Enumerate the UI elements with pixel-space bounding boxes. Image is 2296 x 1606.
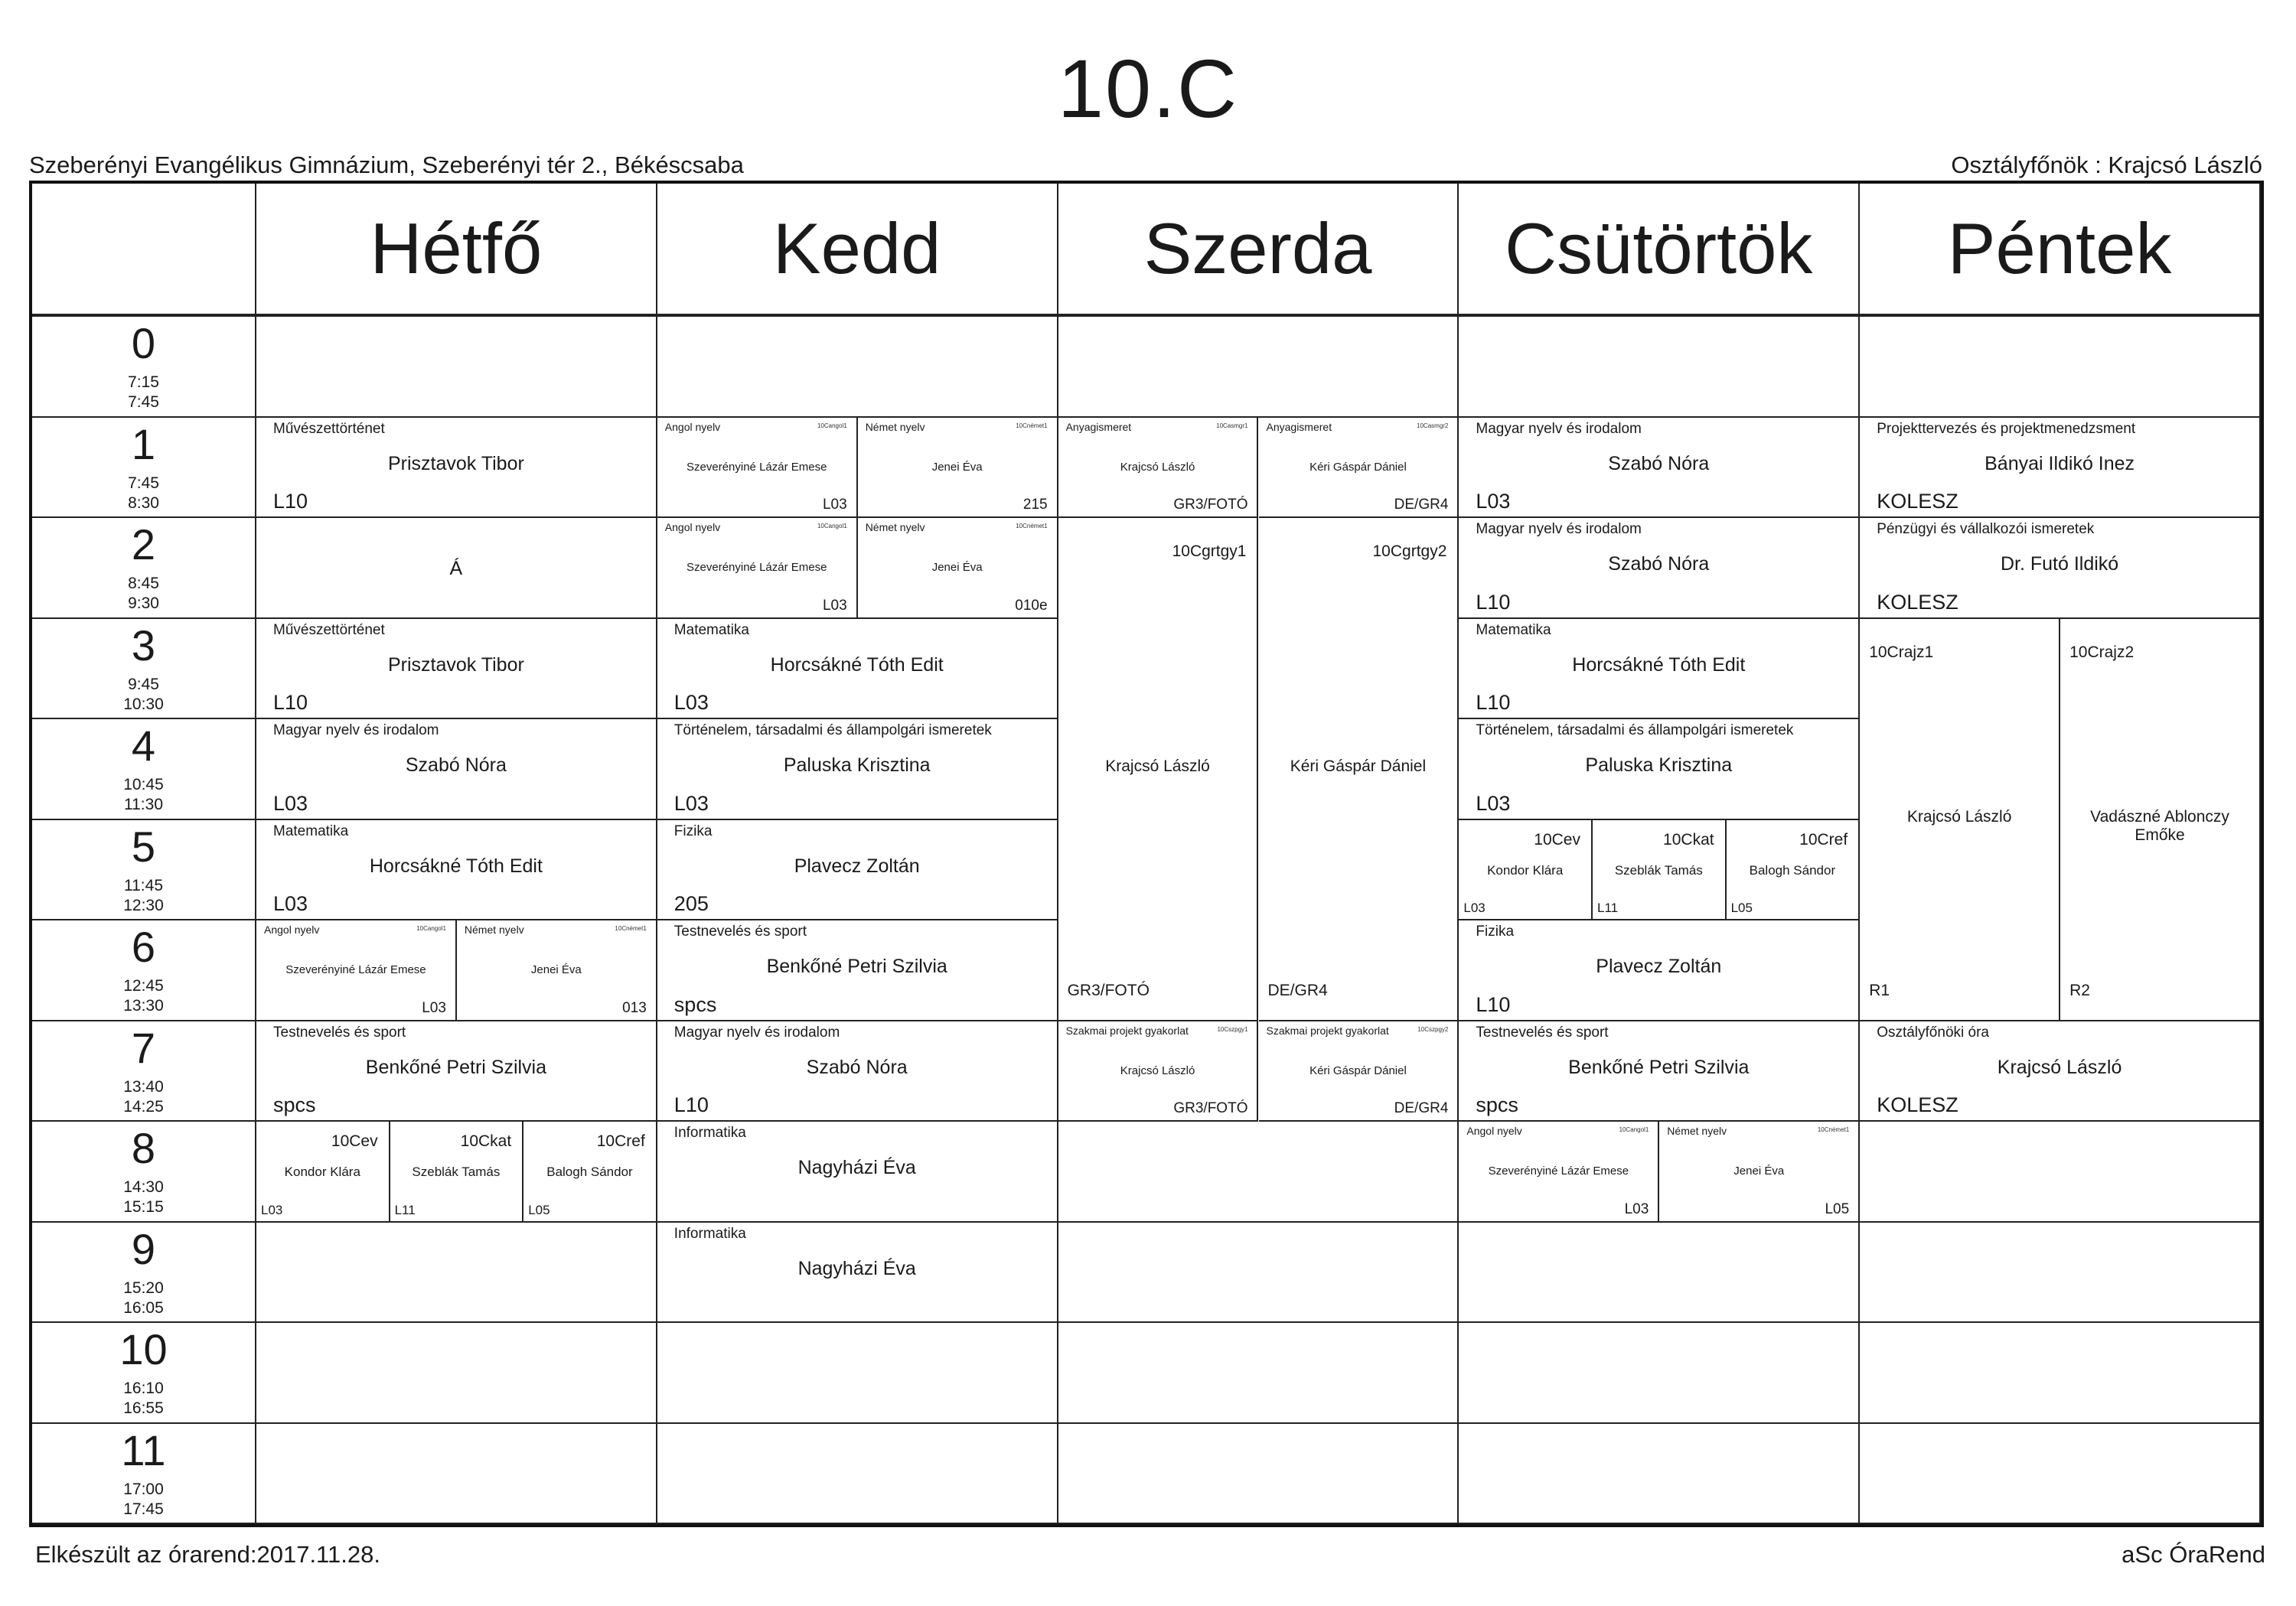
period-label — [32, 418, 256, 519]
teacher-name: Szeverényiné Lázár Emese — [1488, 1165, 1629, 1178]
lesson-cell — [657, 1223, 1058, 1324]
period-label — [32, 920, 256, 1021]
subject-label: Testnevelés és sport — [273, 1024, 406, 1041]
day-header: Kedd — [657, 184, 1058, 317]
group-label: 10Casmgr2 — [1417, 422, 1449, 429]
period-end: 7:45 — [128, 393, 159, 412]
period-label — [32, 1122, 256, 1223]
lesson-cell — [1459, 518, 1860, 619]
teacher-name: Szabó Nóra — [806, 1056, 908, 1078]
room-label: L10 — [1476, 992, 1511, 1016]
subject-label: Projekttervezés és projektmenedzsment — [1877, 420, 2136, 437]
period-end: 10:30 — [123, 695, 164, 713]
empty-cell — [1058, 1122, 1459, 1223]
day-header: Szerda — [1058, 184, 1459, 317]
subject-label: Pénzügyi és vállalkozói ismeretek — [1877, 521, 2095, 537]
empty-cell — [1459, 1323, 1860, 1424]
room-label: L03 — [673, 791, 709, 815]
subject-label: Osztályfőnöki óra — [1877, 1024, 1989, 1041]
teacher-name: Szeverényiné Lázár Emese — [687, 460, 827, 474]
period-time — [32, 1077, 255, 1118]
teacher-name: Plavecz Zoltán — [1596, 956, 1722, 977]
period-number: 11 — [121, 1425, 166, 1474]
lesson-cell — [256, 619, 657, 720]
teacher-name: Szeblák Tamás — [412, 1165, 501, 1179]
subject-label: Művészettörténet — [273, 621, 385, 638]
group-label: 10Ckat — [1663, 830, 1714, 849]
empty-cell — [1459, 1424, 1860, 1525]
period-time — [32, 474, 255, 514]
lesson-cell — [1860, 619, 2060, 1021]
room-label: spcs — [1476, 1093, 1518, 1116]
period-start: 12:45 — [123, 977, 164, 995]
teacher-name: Krajcsó László — [1906, 807, 2012, 826]
group-label: 10Crajz2 — [2069, 643, 2135, 661]
room-label: L03 — [1476, 490, 1511, 513]
room-label: L11 — [1597, 901, 1619, 915]
period-time — [32, 876, 255, 917]
period-end: 14:25 — [123, 1097, 164, 1116]
room-label: L03 — [822, 497, 847, 513]
period-end: 16:05 — [123, 1298, 164, 1317]
room-label: L03 — [1624, 1200, 1649, 1217]
lesson-cell — [1593, 820, 1727, 921]
subject-label: Anyagismeret — [1065, 420, 1132, 433]
group-label: 10Cnémet1 — [1016, 523, 1048, 529]
lesson-cell — [1860, 518, 2261, 619]
lesson-cell — [657, 619, 1058, 720]
period-time — [32, 1379, 255, 1419]
period-number: 5 — [131, 822, 156, 871]
headteacher: Osztályfőnök : Krajcsó László — [1951, 151, 2262, 178]
period-start: 16:10 — [123, 1380, 164, 1397]
teacher-name: Jenei Éva — [931, 460, 983, 474]
software-credit: aSc ÓraRend — [2122, 1541, 2265, 1568]
group-label: 10Cangol1 — [817, 422, 847, 429]
group-label: 10Ckat — [460, 1132, 512, 1150]
period-end: 15:15 — [123, 1198, 164, 1217]
teacher-name: Jenei Éva — [1733, 1165, 1785, 1178]
lesson-cell — [1459, 820, 1593, 921]
room-label: L05 — [528, 1202, 550, 1217]
group-label: 10Cnémet1 — [1016, 422, 1048, 429]
group-label: 10Cangol1 — [817, 523, 847, 529]
teacher-name: Plavecz Zoltán — [794, 855, 920, 877]
period-time — [32, 1480, 255, 1520]
lesson-cell — [1860, 1021, 2261, 1122]
group-label: 10Cangol1 — [1619, 1126, 1649, 1133]
subject-label: Angol nyelv — [664, 521, 721, 533]
day-header: Hétfő — [256, 184, 657, 317]
lesson-cell — [1259, 418, 1459, 519]
subject-label: Szakmai projekt gyakorlat — [1266, 1024, 1389, 1037]
room-label: L11 — [394, 1202, 416, 1217]
teacher-name: Vadászné Ablonczy Emőke — [2090, 807, 2229, 844]
teacher-name: Dr. Futó Ildikó — [2000, 553, 2119, 575]
subject-label: Magyar nyelv és irodalom — [673, 1024, 840, 1041]
empty-cell — [256, 317, 657, 418]
room-label: R1 — [1869, 981, 1890, 999]
period-number: 3 — [131, 621, 156, 669]
group-label: 10Cref — [1799, 830, 1848, 849]
room-label: KOLESZ — [1877, 1093, 1958, 1116]
lesson-cell — [657, 719, 1058, 820]
subject-label: Matematika — [1476, 621, 1551, 638]
period-number: 1 — [131, 419, 156, 468]
created-date: Elkészült az órarend:2017.11.28. — [35, 1541, 380, 1568]
empty-cell — [1459, 317, 1860, 418]
period-number: 2 — [131, 520, 156, 568]
subject-label: Történelem, társadalmi és állampolgári ismeretek — [673, 722, 992, 738]
period-label — [32, 1223, 256, 1324]
period-label — [32, 1021, 256, 1122]
period-label — [32, 1424, 256, 1525]
period-start: 11:45 — [124, 876, 163, 894]
lesson-cell — [1659, 1122, 1860, 1223]
room-label: 013 — [622, 999, 647, 1016]
empty-cell — [1058, 317, 1459, 418]
teacher-name: Benkőné Petri Szilvia — [365, 1056, 547, 1078]
empty-cell — [256, 1323, 657, 1424]
lesson-cell — [1459, 920, 1860, 1021]
period-end: 12:30 — [123, 896, 164, 914]
lesson-cell — [1860, 418, 2261, 519]
period-label — [32, 820, 256, 921]
period-label — [32, 619, 256, 720]
lesson-cell — [1058, 518, 1259, 1021]
teacher-name: Krajcsó László — [1120, 460, 1195, 474]
period-start: 7:45 — [128, 474, 159, 492]
subject-label: Fizika — [1476, 924, 1515, 940]
group-label: 10Crajz1 — [1869, 643, 1934, 661]
period-number: 9 — [131, 1224, 156, 1273]
subject-label: Matematika — [273, 823, 349, 839]
period-number: 6 — [131, 923, 156, 971]
teacher-name: Kéri Gáspár Dániel — [1309, 1064, 1407, 1077]
room-label: spcs — [673, 992, 717, 1016]
teacher-name: Kéri Gáspár Dániel — [1309, 460, 1407, 474]
subject-label: Német nyelv — [865, 521, 925, 533]
lesson-cell — [256, 518, 657, 619]
teacher-name: Jenei Éva — [931, 561, 983, 574]
teacher-name: Horcsákné Tóth Edit — [1572, 653, 1746, 676]
teacher-name: Jenei Éva — [530, 963, 582, 976]
teacher-name: Balogh Sándor — [1749, 862, 1836, 878]
group-label: 10Cgrtgy2 — [1372, 542, 1447, 560]
period-end: 11:30 — [124, 796, 163, 814]
room-label: R2 — [2069, 981, 2090, 999]
room-label: GR3/FOTÓ — [1067, 981, 1150, 999]
group-label: 10Cnémet1 — [1817, 1126, 1850, 1133]
empty-cell — [1058, 1424, 1459, 1525]
lesson-cell — [657, 418, 858, 519]
subject-label: Testnevelés és sport — [673, 924, 807, 940]
period-label — [32, 1323, 256, 1424]
subject-label: Német nyelv — [464, 924, 524, 936]
room-label: L03 — [261, 1202, 283, 1217]
lesson-cell — [657, 1122, 1058, 1223]
subject-label: Művészettörténet — [273, 420, 385, 437]
teacher-name: Szabó Nóra — [1608, 452, 1710, 474]
subject-label: Informatika — [673, 1225, 746, 1242]
period-start: 15:20 — [123, 1279, 164, 1297]
room-label: L03 — [1476, 791, 1511, 815]
subject-label: Matematika — [673, 621, 749, 638]
period-time — [32, 574, 255, 614]
room-label: 010e — [1015, 597, 1048, 614]
lesson-cell — [1459, 719, 1860, 820]
teacher-name: Szeverényiné Lázár Emese — [285, 963, 426, 976]
room-label: L10 — [273, 490, 308, 513]
period-label — [32, 518, 256, 619]
lesson-cell — [457, 920, 657, 1021]
corner-cell — [32, 184, 256, 317]
period-start: 9:45 — [128, 675, 159, 693]
period-end: 13:30 — [123, 997, 164, 1015]
teacher-name: Krajcsó László — [1105, 757, 1210, 775]
room-label: L10 — [673, 1093, 709, 1116]
period-start: 8:45 — [128, 575, 159, 592]
lesson-cell — [1459, 1021, 1860, 1122]
lesson-cell — [256, 820, 657, 921]
subject-label: Magyar nyelv és irodalom — [1476, 420, 1642, 437]
group-label: 10Cgrtgy1 — [1172, 542, 1247, 560]
subject-label: Angol nyelv — [664, 420, 721, 433]
teacher-name: Prisztavok Tibor — [387, 653, 524, 676]
empty-cell — [1860, 1223, 2261, 1324]
subject-label: Történelem, társadalmi és állampolgári ismeretek — [1476, 722, 1794, 738]
teacher-name: Á — [449, 558, 463, 579]
teacher-name: Szeverényiné Lázár Emese — [687, 561, 827, 574]
teacher-name: Paluska Krisztina — [1585, 754, 1733, 776]
period-end: 16:55 — [123, 1399, 164, 1418]
empty-cell — [256, 1223, 657, 1324]
timetable-grid — [29, 181, 2264, 1527]
room-label: spcs — [273, 1093, 316, 1116]
teacher-name: Horcsákné Tóth Edit — [369, 855, 543, 877]
room-label: L05 — [1825, 1200, 1850, 1217]
lesson-cell — [523, 1122, 657, 1223]
lesson-cell — [1259, 1021, 1459, 1122]
lesson-cell — [657, 1021, 1058, 1122]
period-start: 14:30 — [123, 1178, 164, 1196]
room-label: 205 — [673, 892, 709, 915]
lesson-cell — [1727, 820, 1861, 921]
subject-label: Magyar nyelv és irodalom — [273, 722, 439, 738]
group-label: 10Cev — [1534, 830, 1580, 849]
room-label: L10 — [1476, 691, 1511, 714]
period-time — [32, 1178, 255, 1218]
lesson-cell — [1459, 619, 1860, 720]
empty-cell — [1860, 1122, 2261, 1223]
period-time — [32, 976, 255, 1017]
group-label: 10Cszpgy2 — [1417, 1025, 1449, 1033]
subject-label: Angol nyelv — [264, 924, 320, 936]
period-start: 13:40 — [123, 1077, 164, 1096]
room-label: L03 — [1463, 901, 1486, 915]
lesson-cell — [1058, 1021, 1259, 1122]
group-label: 10Cangol1 — [416, 925, 446, 932]
room-label: GR3/FOTÓ — [1173, 497, 1248, 513]
lesson-cell — [1259, 518, 1459, 1021]
period-number: 0 — [131, 319, 156, 367]
empty-cell — [657, 317, 1058, 418]
subject-label: Angol nyelv — [1466, 1125, 1522, 1137]
lesson-cell — [858, 518, 1058, 619]
class-title: 10.C — [1057, 42, 1239, 135]
lesson-cell — [858, 418, 1058, 519]
period-number: 4 — [131, 722, 156, 770]
school-name: Szeberényi Evangélikus Gimnázium, Szeberényi tér 2., Békéscsaba — [29, 151, 744, 178]
teacher-name: Nagyházi Éva — [797, 1157, 916, 1178]
subject-label: Informatika — [673, 1125, 746, 1141]
group-label: 10Casmgr1 — [1216, 422, 1248, 429]
teacher-name: Kondor Klára — [1487, 862, 1564, 878]
lesson-cell — [657, 920, 1058, 1021]
subject-label: Szakmai projekt gyakorlat — [1065, 1024, 1189, 1037]
room-label: L03 — [673, 691, 709, 714]
period-end: 17:45 — [123, 1500, 164, 1518]
room-label: DE/GR4 — [1394, 1100, 1449, 1116]
subject-label: Testnevelés és sport — [1476, 1024, 1609, 1041]
empty-cell — [1860, 1424, 2261, 1525]
empty-cell — [1459, 1223, 1860, 1324]
lesson-cell — [1459, 1122, 1659, 1223]
teacher-name: Prisztavok Tibor — [387, 452, 524, 474]
teacher-name: Kondor Klára — [284, 1165, 360, 1179]
teacher-name: Krajcsó László — [1997, 1056, 2122, 1078]
empty-cell — [657, 1424, 1058, 1525]
teacher-name: Bányai Ildikó Inez — [1985, 452, 2135, 474]
subject-label: Fizika — [673, 823, 713, 839]
room-label: KOLESZ — [1877, 490, 1958, 513]
teacher-name: Szabó Nóra — [405, 754, 507, 776]
teacher-name: Benkőné Petri Szilvia — [766, 956, 947, 977]
period-number: 7 — [131, 1023, 156, 1072]
room-label: L03 — [822, 597, 847, 614]
subject-label: Német nyelv — [1667, 1125, 1727, 1137]
period-label — [32, 317, 256, 418]
teacher-name: Benkőné Petri Szilvia — [1568, 1056, 1750, 1078]
room-label: DE/GR4 — [1394, 497, 1449, 513]
day-header: Péntek — [1860, 184, 2261, 317]
room-label: L10 — [273, 691, 308, 714]
lesson-cell — [256, 719, 657, 820]
period-end: 8:30 — [128, 494, 159, 512]
period-time — [32, 675, 255, 715]
teacher-name: Szabó Nóra — [1608, 553, 1710, 575]
room-label: L03 — [273, 892, 308, 915]
room-label: DE/GR4 — [1267, 981, 1328, 999]
period-start: 10:45 — [123, 776, 164, 793]
subject-label: Magyar nyelv és irodalom — [1476, 521, 1642, 537]
period-number: 10 — [119, 1325, 168, 1373]
period-label — [32, 719, 256, 820]
room-label: L10 — [1476, 590, 1511, 614]
lesson-cell — [657, 518, 858, 619]
lesson-cell — [657, 820, 1058, 921]
group-label: 10Cnémet1 — [615, 925, 647, 932]
period-time — [32, 1279, 255, 1319]
period-time — [32, 775, 255, 816]
lesson-cell — [1058, 418, 1259, 519]
empty-cell — [1860, 317, 2261, 418]
period-end: 9:30 — [128, 595, 159, 613]
lesson-cell — [256, 418, 657, 519]
day-header: Csütörtök — [1459, 184, 1860, 317]
empty-cell — [657, 1323, 1058, 1424]
room-label: L05 — [1730, 901, 1753, 915]
empty-cell — [1058, 1223, 1459, 1324]
room-label: L03 — [422, 999, 446, 1016]
room-label: L03 — [273, 791, 308, 815]
teacher-name: Kéri Gáspár Dániel — [1290, 757, 1427, 775]
room-label: KOLESZ — [1877, 590, 1958, 614]
empty-cell — [256, 1424, 657, 1525]
period-start: 17:00 — [123, 1480, 164, 1498]
room-label: 215 — [1022, 497, 1048, 513]
lesson-cell — [256, 1021, 657, 1122]
group-label: 10Cszpgy1 — [1217, 1025, 1248, 1033]
period-time — [32, 373, 255, 413]
lesson-cell — [256, 920, 457, 1021]
subject-label: Német nyelv — [865, 420, 925, 433]
group-label: 10Cev — [331, 1132, 378, 1150]
lesson-cell — [256, 1122, 390, 1223]
empty-cell — [1860, 1323, 2261, 1424]
lesson-cell — [2060, 619, 2261, 1021]
subject-label: Anyagismeret — [1266, 420, 1332, 433]
lesson-cell — [1459, 418, 1860, 519]
teacher-name: Szeblák Tamás — [1614, 862, 1703, 878]
empty-cell — [1058, 1323, 1459, 1424]
lesson-cell — [390, 1122, 524, 1223]
room-label: GR3/FOTÓ — [1173, 1100, 1248, 1116]
group-label: 10Cref — [596, 1132, 645, 1150]
teacher-name: Nagyházi Éva — [797, 1257, 916, 1279]
teacher-name: Horcsákné Tóth Edit — [770, 653, 944, 676]
teacher-name: Paluska Krisztina — [783, 754, 931, 776]
teacher-name: Balogh Sándor — [546, 1165, 633, 1179]
teacher-name: Krajcsó László — [1120, 1064, 1195, 1077]
period-number: 8 — [131, 1124, 156, 1172]
period-start: 7:15 — [128, 373, 159, 391]
